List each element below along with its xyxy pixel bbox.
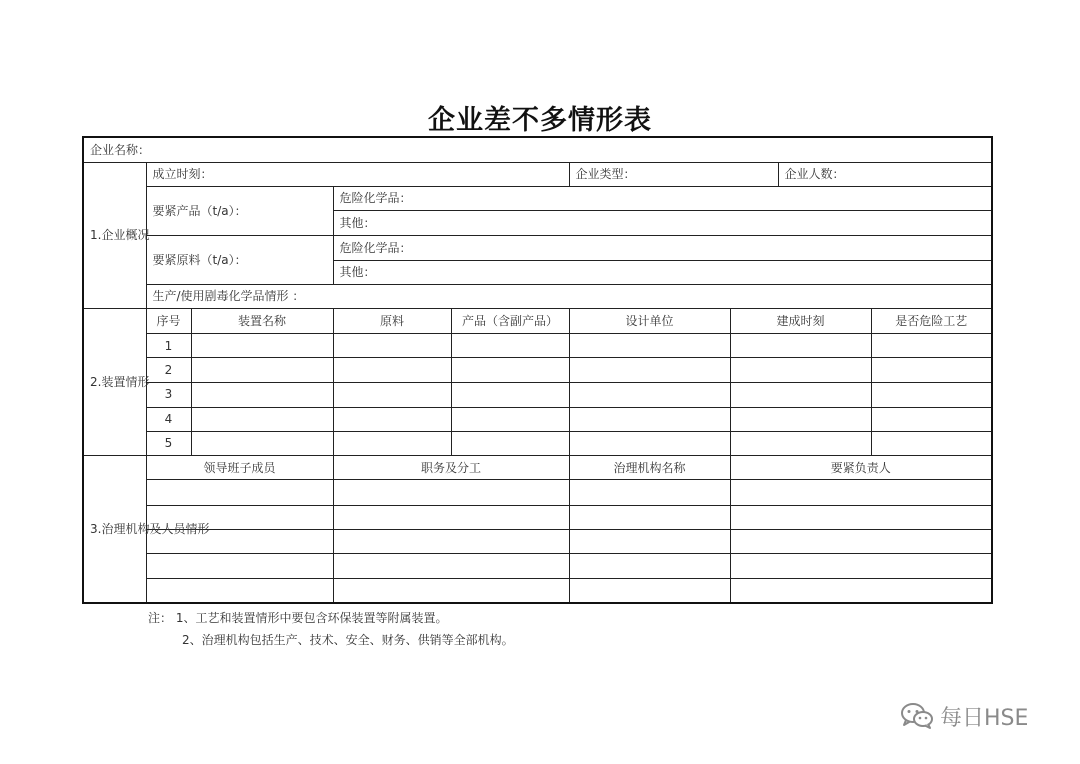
section-3-label: 3.治理机构及人员情形: [83, 456, 146, 603]
note-line-2: 2、治理机构包括生产、技术、安全、财务、供销等全部机构。: [182, 633, 514, 647]
company-name-label: 企业名称：: [90, 142, 151, 157]
table-row: [83, 407, 992, 431]
device-cell[interactable]: [569, 431, 730, 455]
company-type-cell[interactable]: [569, 162, 778, 186]
staff-cell[interactable]: [333, 553, 569, 578]
device-cell[interactable]: [333, 334, 451, 358]
materials-hazardous-cell[interactable]: [333, 236, 992, 260]
device-cell[interactable]: [333, 407, 451, 431]
col-header-principal: 要紧负责人: [730, 456, 992, 480]
table-row: [83, 358, 992, 382]
col-header-seq: 序号: [146, 308, 191, 333]
page-title: 企业差不多情形表: [428, 105, 652, 136]
table-row: [83, 431, 992, 455]
col-header-leaders: 领导班子成员: [146, 456, 333, 480]
toxic-chemicals-cell[interactable]: [146, 284, 992, 308]
device-cell[interactable]: [730, 431, 871, 455]
products-other-label: 其他：: [339, 216, 376, 231]
headcount-label: 企业人数：: [784, 167, 845, 182]
device-cell[interactable]: [451, 382, 569, 407]
device-cell[interactable]: [871, 407, 992, 431]
company-name-cell[interactable]: [83, 137, 992, 162]
row-number: 2: [146, 358, 191, 382]
staff-cell[interactable]: [730, 505, 992, 529]
staff-cell[interactable]: [333, 579, 569, 603]
col-header-position: 职务及分工: [333, 456, 569, 480]
products-hazardous-cell[interactable]: [333, 186, 992, 210]
device-cell[interactable]: [451, 431, 569, 455]
table-row: [83, 553, 992, 578]
device-cell[interactable]: [191, 358, 333, 382]
staff-cell[interactable]: [146, 553, 333, 578]
staff-cell[interactable]: [730, 480, 992, 505]
device-cell[interactable]: [333, 358, 451, 382]
device-cell[interactable]: [569, 358, 730, 382]
established-label: 成立时刻：: [152, 167, 213, 182]
col-header-device-name: 装置名称: [191, 308, 333, 333]
device-cell[interactable]: [191, 334, 333, 358]
col-header-completion-date: 建成时刻: [730, 308, 871, 333]
device-cell[interactable]: [451, 334, 569, 358]
company-type-label: 企业类型：: [575, 167, 636, 182]
wechat-icon: [900, 702, 934, 730]
staff-cell[interactable]: [569, 529, 730, 553]
table-row: [83, 529, 992, 553]
device-cell[interactable]: [871, 358, 992, 382]
section-1-label: 1.企业概况: [83, 162, 146, 308]
headcount-cell[interactable]: [778, 162, 992, 186]
device-cell[interactable]: [191, 382, 333, 407]
main-products-label: 要紧产品（t/a）：: [146, 186, 333, 235]
staff-cell[interactable]: [569, 553, 730, 578]
device-cell[interactable]: [451, 358, 569, 382]
materials-hazardous-label: 危险化学品：: [339, 240, 412, 255]
col-header-raw-material: 原料: [333, 308, 451, 333]
table-row: [83, 334, 992, 358]
staff-cell[interactable]: [333, 480, 569, 505]
staff-cell[interactable]: [146, 579, 333, 603]
watermark-text: 每日HSE: [940, 705, 1029, 731]
section-2-label: 2.装置情形: [83, 308, 146, 455]
device-cell[interactable]: [569, 382, 730, 407]
device-cell[interactable]: [451, 407, 569, 431]
staff-cell[interactable]: [569, 505, 730, 529]
staff-cell[interactable]: [146, 480, 333, 505]
table-row: [83, 579, 992, 603]
device-cell[interactable]: [730, 407, 871, 431]
col-header-hazardous-process: 是否危险工艺: [871, 308, 992, 333]
main-materials-label: 要紧原料（t/a）：: [146, 236, 333, 284]
table-row: [83, 505, 992, 529]
row-number: 4: [146, 407, 191, 431]
staff-cell[interactable]: [730, 529, 992, 553]
table-row: [83, 382, 992, 407]
products-hazardous-label: 危险化学品：: [339, 191, 412, 206]
toxic-chemicals-label: 生产/使用剧毒化学品情形 ：: [152, 289, 305, 304]
staff-cell[interactable]: [333, 529, 569, 553]
staff-cell[interactable]: [730, 579, 992, 603]
device-cell[interactable]: [730, 358, 871, 382]
row-number: 3: [146, 382, 191, 407]
established-cell[interactable]: [146, 162, 569, 186]
company-info-table: [82, 136, 993, 604]
staff-cell[interactable]: [569, 579, 730, 603]
device-cell[interactable]: [730, 382, 871, 407]
staff-cell[interactable]: [569, 480, 730, 505]
col-header-design-unit: 设计单位: [569, 308, 730, 333]
device-cell[interactable]: [871, 431, 992, 455]
device-cell[interactable]: [333, 382, 451, 407]
device-cell[interactable]: [569, 334, 730, 358]
device-cell[interactable]: [871, 382, 992, 407]
staff-cell[interactable]: [333, 505, 569, 529]
notes: [148, 607, 514, 651]
materials-other-label: 其他：: [339, 264, 376, 279]
products-other-cell[interactable]: [333, 211, 992, 236]
staff-cell[interactable]: [730, 553, 992, 578]
watermark: [900, 701, 1028, 731]
device-cell[interactable]: [871, 334, 992, 358]
col-header-product: 产品（含副产品）: [451, 308, 569, 333]
device-cell[interactable]: [569, 407, 730, 431]
device-cell[interactable]: [191, 431, 333, 455]
note-line-1: 注： 1、工艺和装置情形中要包含环保装置等附属装置。: [148, 611, 448, 625]
row-number: 5: [146, 431, 191, 455]
materials-other-cell[interactable]: [333, 260, 992, 284]
device-cell[interactable]: [730, 334, 871, 358]
device-cell[interactable]: [333, 431, 451, 455]
table-row: [83, 480, 992, 505]
device-cell[interactable]: [191, 407, 333, 431]
row-number: 1: [146, 334, 191, 358]
col-header-org-name: 治理机构名称: [569, 456, 730, 480]
